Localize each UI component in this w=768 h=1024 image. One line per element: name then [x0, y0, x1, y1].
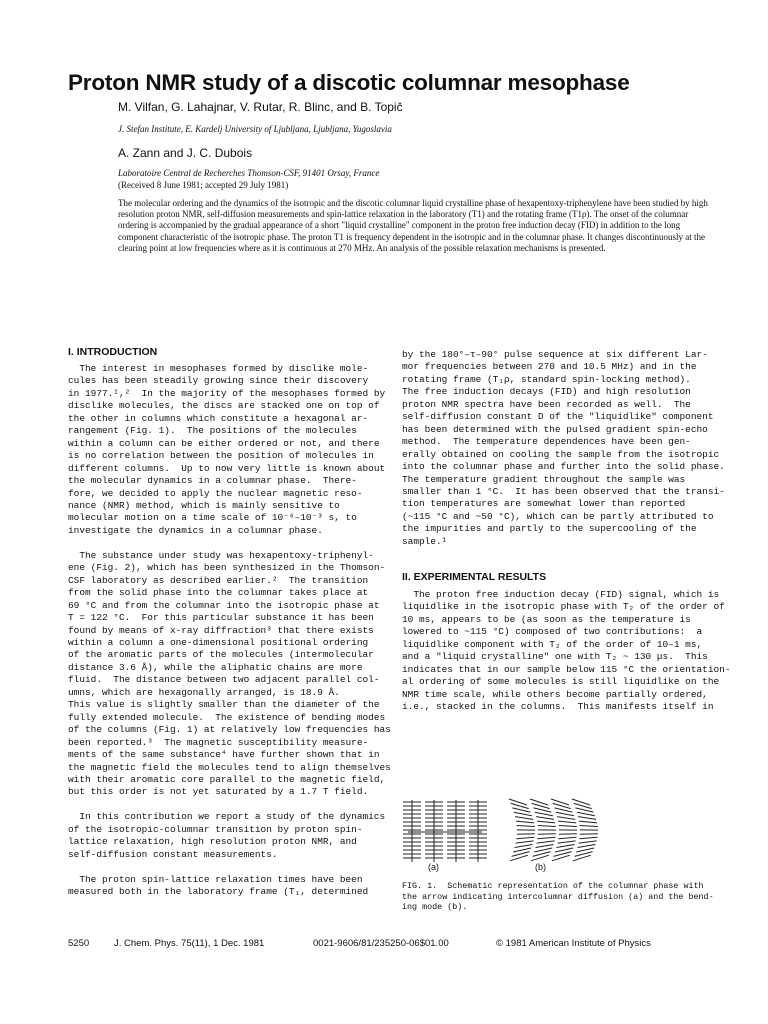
- received-date: (Received 8 June 1981; accepted 29 July 1981): [118, 180, 289, 190]
- copyright: © 1981 American Institute of Physics: [496, 938, 651, 949]
- introduction-continued-text: by the 180°–τ–90° pulse sequence at six different Lar- mor frequencies between 270 and 10.5 MHz) and in the rotating frame (T₁ρ, standard spin-locking method). The free induction decays (FID) and high resolution proton NMR spectra have been recorded as well. The self-diffusion constant D of the "liquidlike" component has been determined with the pulsed gradient spin-echo method. The temperature dependences have been gen- erally obtained on cooling the sample from the isotropic into the columnar phase and further into the solid phase. The temperature gradient throughout the sample was smaller than 1 °C. It has been observed that the transi- tion temperatures are somewhat lower than reported (~115 °C and ~50 °C), which can be partly attributed to the impurities and partly to the supercooling of the sample.¹: [402, 349, 725, 547]
- author-list-2: A. Zann and J. C. Dubois: [118, 146, 253, 160]
- figure-caption: FIG. 1. Schematic representation of the columnar phase with the arrow indicating intercolumnar diffusion (a) and the bend- ing mode (b).: [402, 881, 714, 912]
- author-list-1: M. Vilfan, G. Lahajnar, V. Rutar, R. Blinc, and B. Topič: [118, 100, 403, 114]
- bending-mode-diagram: [509, 799, 598, 861]
- section-heading-introduction: I. INTRODUCTION: [68, 346, 158, 358]
- affiliation-1: J. Stefan Institute, E. Kardelj University of Ljubljana, Ljubljana, Yugoslavia: [118, 124, 392, 134]
- page-number: 5250: [68, 938, 90, 949]
- abstract: The molecular ordering and the dynamics of the isotropic and the discotic columnar liquid crystalline phase of hexapentoxy-triphenylene have been studied by high resolution proton NMR, self-diffusion measurements and spin-lattice relaxation in the laboratory (T1) and the rotating frame (T1ρ). The onset of the columnar ordering is accompanied by the gradual appearance of a short "liquid crystalline" component in the proton free induction decay (FID) in addition to the long component characteristic of the isotropic phase. The proton T1 is frequency dependent in the isotropic and in the columnar phase. It changes discontinuously at the clearing point at low frequencies where as it is continuous at 270 MHz. An analysis of the possible relaxation mechanisms is presented.: [118, 198, 708, 253]
- article-code: 0021-9606/81/235250-06$01.00: [313, 938, 449, 949]
- page-footer: [68, 938, 708, 952]
- journal-citation: J. Chem. Phys. 75(11), 1 Dec. 1981: [114, 938, 265, 949]
- figure-1-columnar-phase: [398, 792, 698, 877]
- paper-title: Proton NMR study of a discotic columnar mesophase: [68, 70, 630, 95]
- introduction-text: The interest in mesophases formed by disclike mole- cules has been steadily growing since their discovery in 1977.¹,² In the majority of the mesophases formed by disclike molecules, the discs are stacked one on top of the other in columns which constitute a hexagonal ar- rangement (Fig. 1). The positions of the molecules within a column can be either ordered or not, and there is no correlation between the position of molecules in different columns. Up to now very little is known about the molecular dynamics in a columnar phase. There- fore, we decided to apply the nuclear magnetic reso- nance (NMR) method, which is mainly sensitive to molecular motion on a time scale of 10⁻⁶–10⁻³ s, to investigate the dynamics in a columnar phase. The substance under study was hexapentoxy-triphenyl- ene (Fig. 2), which has been synthesized in the Thomson- CSF laboratory as described earlier.² The transition from the solid phase into the columnar takes place at 69 °C and from the columnar into the isotropic phase at T = 122 °C. For this particular substance it has been found by means of x-ray diffraction³ that there exists within a column a one-dimensional positional ordering of the aromatic parts of the molecules (intermolecular distance 3.6 Å), while the aliphatic chains are more fluid. The distance between two adjacent parallel col- umns, which are hexagonally arranged, is 18.9 Å. This value is slightly smaller than the diameter of the fully extended molecule. The existence of bending modes of the columns (Fig. 1) at relatively low frequencies has been reported.³ The magnetic susceptibility measure- ments of the same substance⁴ have further shown that in the magnetic field the molecules tend to align themselves with their aromatic core parallel to the magnetic field, but this order is not yet saturated by a 1.7 T field. In this contribution we report a study of the dynamics of the isotropic-columnar transition by proton spin- lattice relaxation, high resolution proton NMR, and self-diffusion constant measurements. The proton spin-lattice relaxation times have been measured both in the laboratory frame (T₁, determined: [68, 363, 391, 898]
- columnar-stacks-diagram: [403, 800, 487, 862]
- section-heading-experimental: II. EXPERIMENTAL RESULTS: [402, 571, 547, 583]
- experimental-text: The proton free induction decay (FID) signal, which is liquidlike in the isotropic phase with T₂ of the order of 10 ms, appears to be (as soon as the temperature is lowered to ~115 °C) composed of two contributions: a liquidlike component with T₂ of the order of 10–1 ms, and a "liquid crystalline" one with T₂ ~ 130 μs. This indicates that in our sample below 115 °C the orientation- al ordering of some molecules is still liquidlike on the NMR time scale, while others become partially ordered, i.e., stacked in the columns. This manifests itself in: [402, 589, 731, 713]
- figure-label-b: (b): [535, 862, 546, 872]
- figure-label-a: (a): [428, 862, 439, 872]
- affiliation-2: Laboratoire Central de Recherches Thomson-CSF, 91401 Orsay, France: [118, 168, 380, 178]
